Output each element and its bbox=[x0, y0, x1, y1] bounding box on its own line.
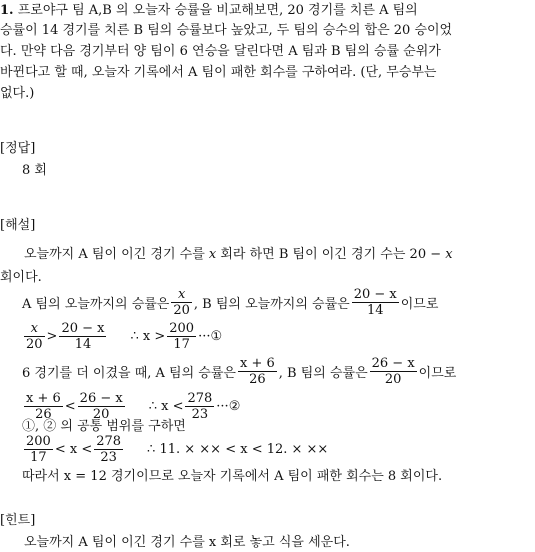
inequality-1: $\frac{x}{20}$ > $\frac{20 - x}{14}$ ∴ x > $\frac{200}{17}$ ···① bbox=[26, 321, 223, 352]
solution-line-1b: 회이다. bbox=[0, 270, 42, 285]
solution-line-4: ①, ② 의 공통 범위를 구하면 bbox=[22, 419, 186, 434]
answer-header: [정답] bbox=[0, 141, 36, 156]
fraction-20-minus-x-over-14: $\frac{20 - x}{14}$ bbox=[353, 287, 397, 318]
solution-line-1: 오늘까지 A 팀이 이긴 경기 수를 x 회라 하면 B 팀이 이긴 경기 수는 20 − x bbox=[24, 247, 453, 262]
problem-line-1 bbox=[0, 2, 418, 20]
problem-number: 1. bbox=[0, 3, 14, 18]
variable-x: x bbox=[208, 247, 217, 262]
hint-text: 오늘까지 A 팀이 이긴 경기 수를 x 회로 놓고 식을 세운다. bbox=[24, 535, 350, 550]
solution-header: [해설] bbox=[0, 218, 36, 233]
fraction-278-over-23: $\frac{278}{23}$ bbox=[187, 391, 213, 422]
problem-text-1: 프로야구 팀 A,B 의 오늘자 승률을 비교해보면, 20 경기를 치른 A 팀의 bbox=[17, 3, 418, 18]
fraction-200-over-17: $\frac{200}{17}$ bbox=[169, 321, 195, 352]
range-inequality: $\frac{200}{17}$ < x < $\frac{278}{23}$ ∴ 11. × ×× < x < 12. × ×× bbox=[26, 434, 329, 465]
problem-line-2: 승률이 14 경기를 치른 B 팀의 승률보다 높았고, 두 팀의 승수의 합은 20 승이었 bbox=[0, 23, 453, 38]
answer-value: 8 회 bbox=[22, 163, 47, 178]
problem-line-4: 바뀐다고 할 때, 오늘자 기록에서 A 팀이 패한 회수를 구하여라. (단, 무승부는 bbox=[0, 65, 437, 80]
solution-conclusion: 따라서 x = 12 경기이므로 오늘자 기록에서 A 팀이 패한 회수는 8 회이다. bbox=[22, 469, 443, 484]
solution-line-3: 6 경기를 더 이겼을 때, A 팀의 승률은 $\frac{x + 6}{26}$ , B 팀의 승률은 $\frac{26 - x}{20}$ 이므로 bbox=[22, 356, 457, 387]
problem-line-5: 없다.) bbox=[0, 86, 35, 101]
hint-header: [힌트] bbox=[0, 513, 36, 528]
solution-line-2: A 팀의 오늘까지의 승률은 $\frac{x}{20}$ , B 팀의 오늘까지의 승률은 $\frac{20 - x}{14}$ 이므로 bbox=[22, 287, 439, 318]
inequality-2: $\frac{x + 6}{26}$ < $\frac{26 - x}{20}$ ∴ x < $\frac{278}{23}$ ···② bbox=[26, 391, 241, 422]
fraction-x-plus-6-over-26: $\frac{x + 6}{26}$ bbox=[239, 356, 275, 387]
fraction-x-over-20: $\frac{x}{20}$ bbox=[173, 287, 190, 318]
problem-line-3: 다. 만약 다음 경기부터 양 팀이 6 연승을 달린다면 A 팀과 B 팀의 승률 순위가 bbox=[0, 44, 441, 59]
fraction-26-minus-x-over-20: $\frac{26 - x}{20}$ bbox=[371, 356, 415, 387]
